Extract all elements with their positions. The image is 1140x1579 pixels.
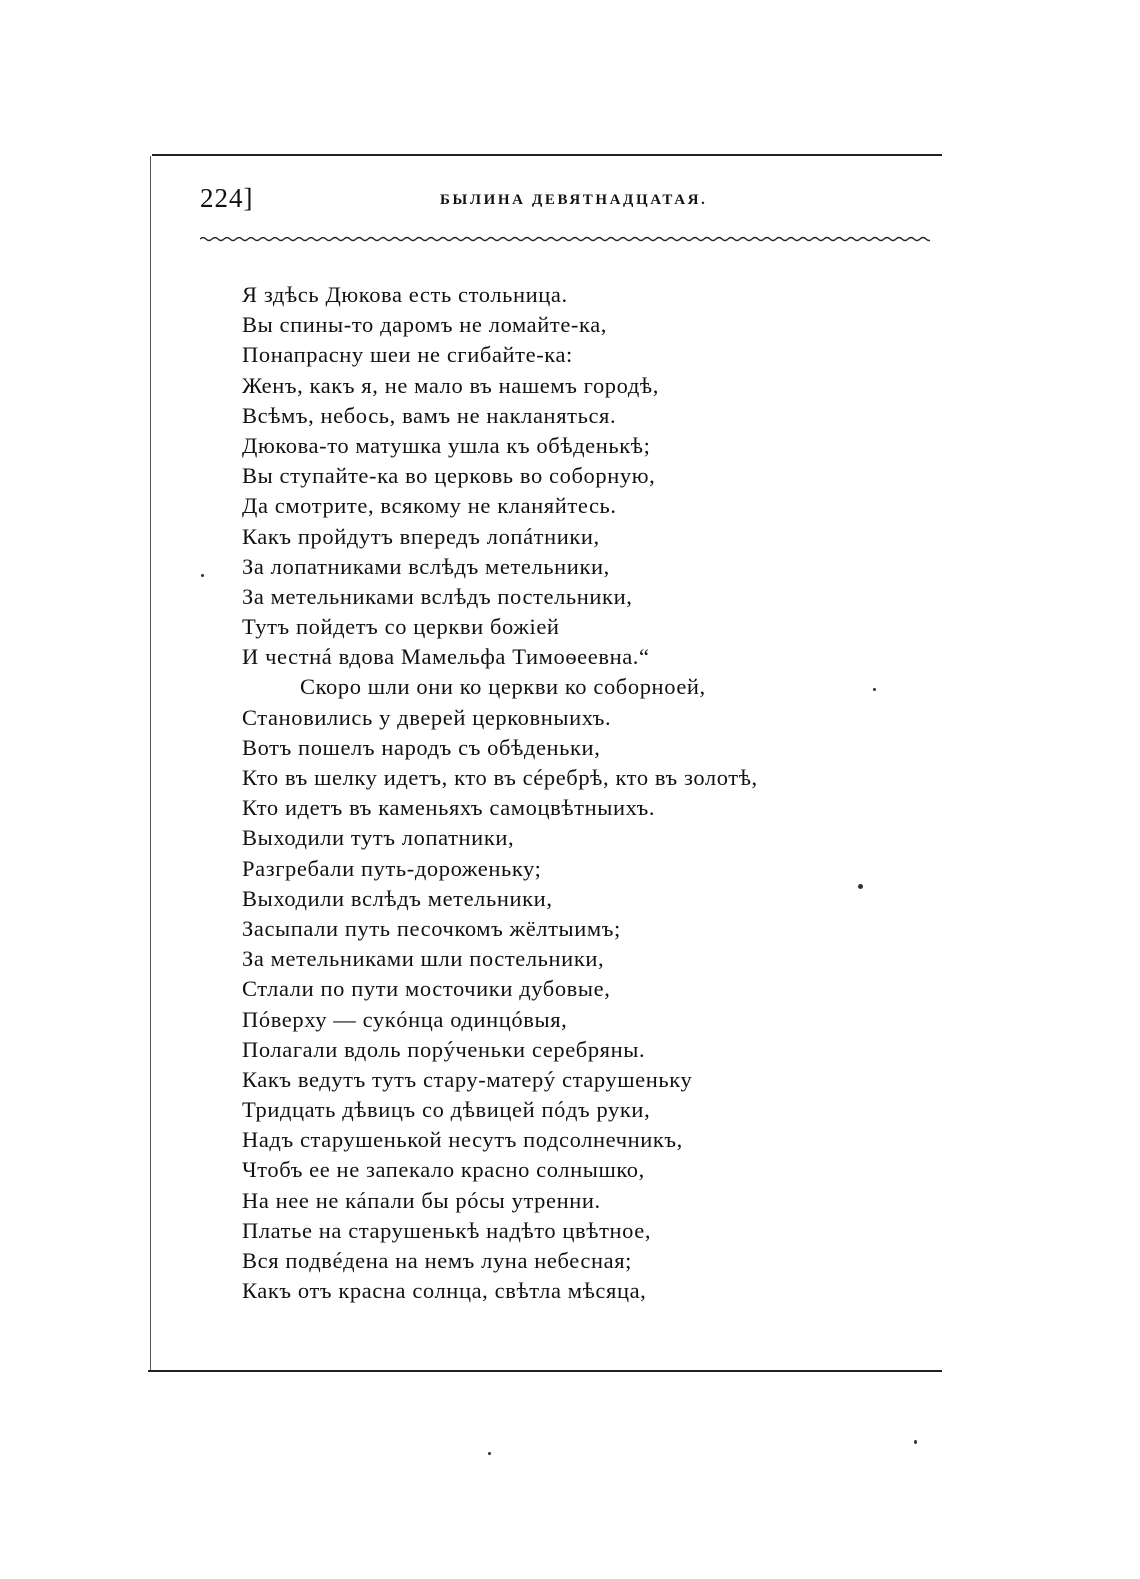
poem-line: Вы ступайте-ка во церковь во соборную, xyxy=(242,463,656,489)
poem-line: Становились у дверей церковныихъ. xyxy=(242,704,612,730)
print-speck xyxy=(858,884,863,889)
poem-line: Вся подвéдена на немъ луна небесная; xyxy=(242,1248,633,1273)
poem-line: На нее не кáпали бы рóсы утренни. xyxy=(242,1187,601,1213)
poem-line: Женъ, какъ я, не мало въ нашемъ городѣ, xyxy=(242,372,659,398)
poem-line: Какъ пройдутъ впередъ лопáтники, xyxy=(242,523,600,549)
running-head: БЫЛИНА ДЕВЯТНАДЦАТАЯ. xyxy=(440,192,708,208)
poem-line: Я здѣсь Дюкова есть стольница. xyxy=(242,282,568,307)
print-speck xyxy=(201,574,204,577)
poem-line: Кто въ шелку идетъ, кто въ сéребрѣ, кто въ золотѣ, xyxy=(242,765,758,790)
poem-line: Стлали по пути мосточики дубовые, xyxy=(242,976,611,1002)
poem-line: Всѣмъ, небось, вамъ не накланяться. xyxy=(242,402,617,428)
page-frame-top-rule xyxy=(152,154,942,156)
poem-line: Надъ старушенькой несутъ подсолнечникъ, xyxy=(242,1127,683,1153)
wavy-divider xyxy=(200,232,930,246)
poem-text xyxy=(242,280,758,1306)
poem-line: Какъ отъ красна солнца, свѣтла мѣсяца, xyxy=(242,1278,647,1304)
poem-line: Платье на старушенькѣ надѣто цвѣтное, xyxy=(242,1217,652,1243)
page-frame-left-rule xyxy=(150,156,151,1372)
print-speck xyxy=(873,688,876,691)
poem-line: Дюкова-то матушка ушла къ обѣденькѣ; xyxy=(242,432,651,458)
poem-line: За метельниками вслѣдъ постельники, xyxy=(242,583,633,609)
poem-line: Тутъ пойдетъ со церкви божiей xyxy=(242,614,560,640)
print-speck xyxy=(914,1440,917,1444)
poem-line: Выходили тутъ лопатники, xyxy=(242,825,515,851)
page-frame-bottom-rule xyxy=(148,1370,942,1372)
poem-line: Вы спины-то даромъ не ломайте-ка, xyxy=(242,312,608,338)
poem-line: Полагали вдоль порýченьки серебряны. xyxy=(242,1036,646,1062)
poem-line: Разгребали путь-дороженьку; xyxy=(242,855,542,881)
poem-line: Тридцать дѣвицъ со дѣвицей пóдъ руки, xyxy=(242,1097,651,1123)
poem-line: Вотъ пошелъ народъ съ обѣденьки, xyxy=(242,734,601,760)
print-speck xyxy=(488,1452,491,1455)
poem-line: Какъ ведутъ тутъ стару-матерý старушеньку xyxy=(242,1066,693,1092)
poem-line: Да смотрите, всякому не кланяйтесь. xyxy=(242,493,617,519)
poem-line: Чтобъ ее не запекало красно солнышко, xyxy=(242,1157,645,1183)
poem-line: Скоро шли они ко церкви ко соборноей, xyxy=(300,674,706,700)
poem-line: За лопатниками вслѣдъ метельники, xyxy=(242,553,610,579)
poem-line: Засыпали путь песочкомъ жёлтыимъ; xyxy=(242,915,621,941)
poem-line: Выходили вслѣдъ метельники, xyxy=(242,885,553,911)
page-number: 224] xyxy=(200,183,254,213)
poem-line: За метельниками шли постельники, xyxy=(242,946,605,972)
poem-line: Понапрасну шеи не сгибайте-ка: xyxy=(242,342,573,368)
poem-line: Пóверху — сукóнца одинцóвыя, xyxy=(242,1006,568,1032)
poem-line: Кто идетъ въ каменьяхъ самоцвѣтныихъ. xyxy=(242,795,656,821)
poem-line: И честнá вдова Мамельфа Тимоѳеевна.“ xyxy=(242,644,650,670)
